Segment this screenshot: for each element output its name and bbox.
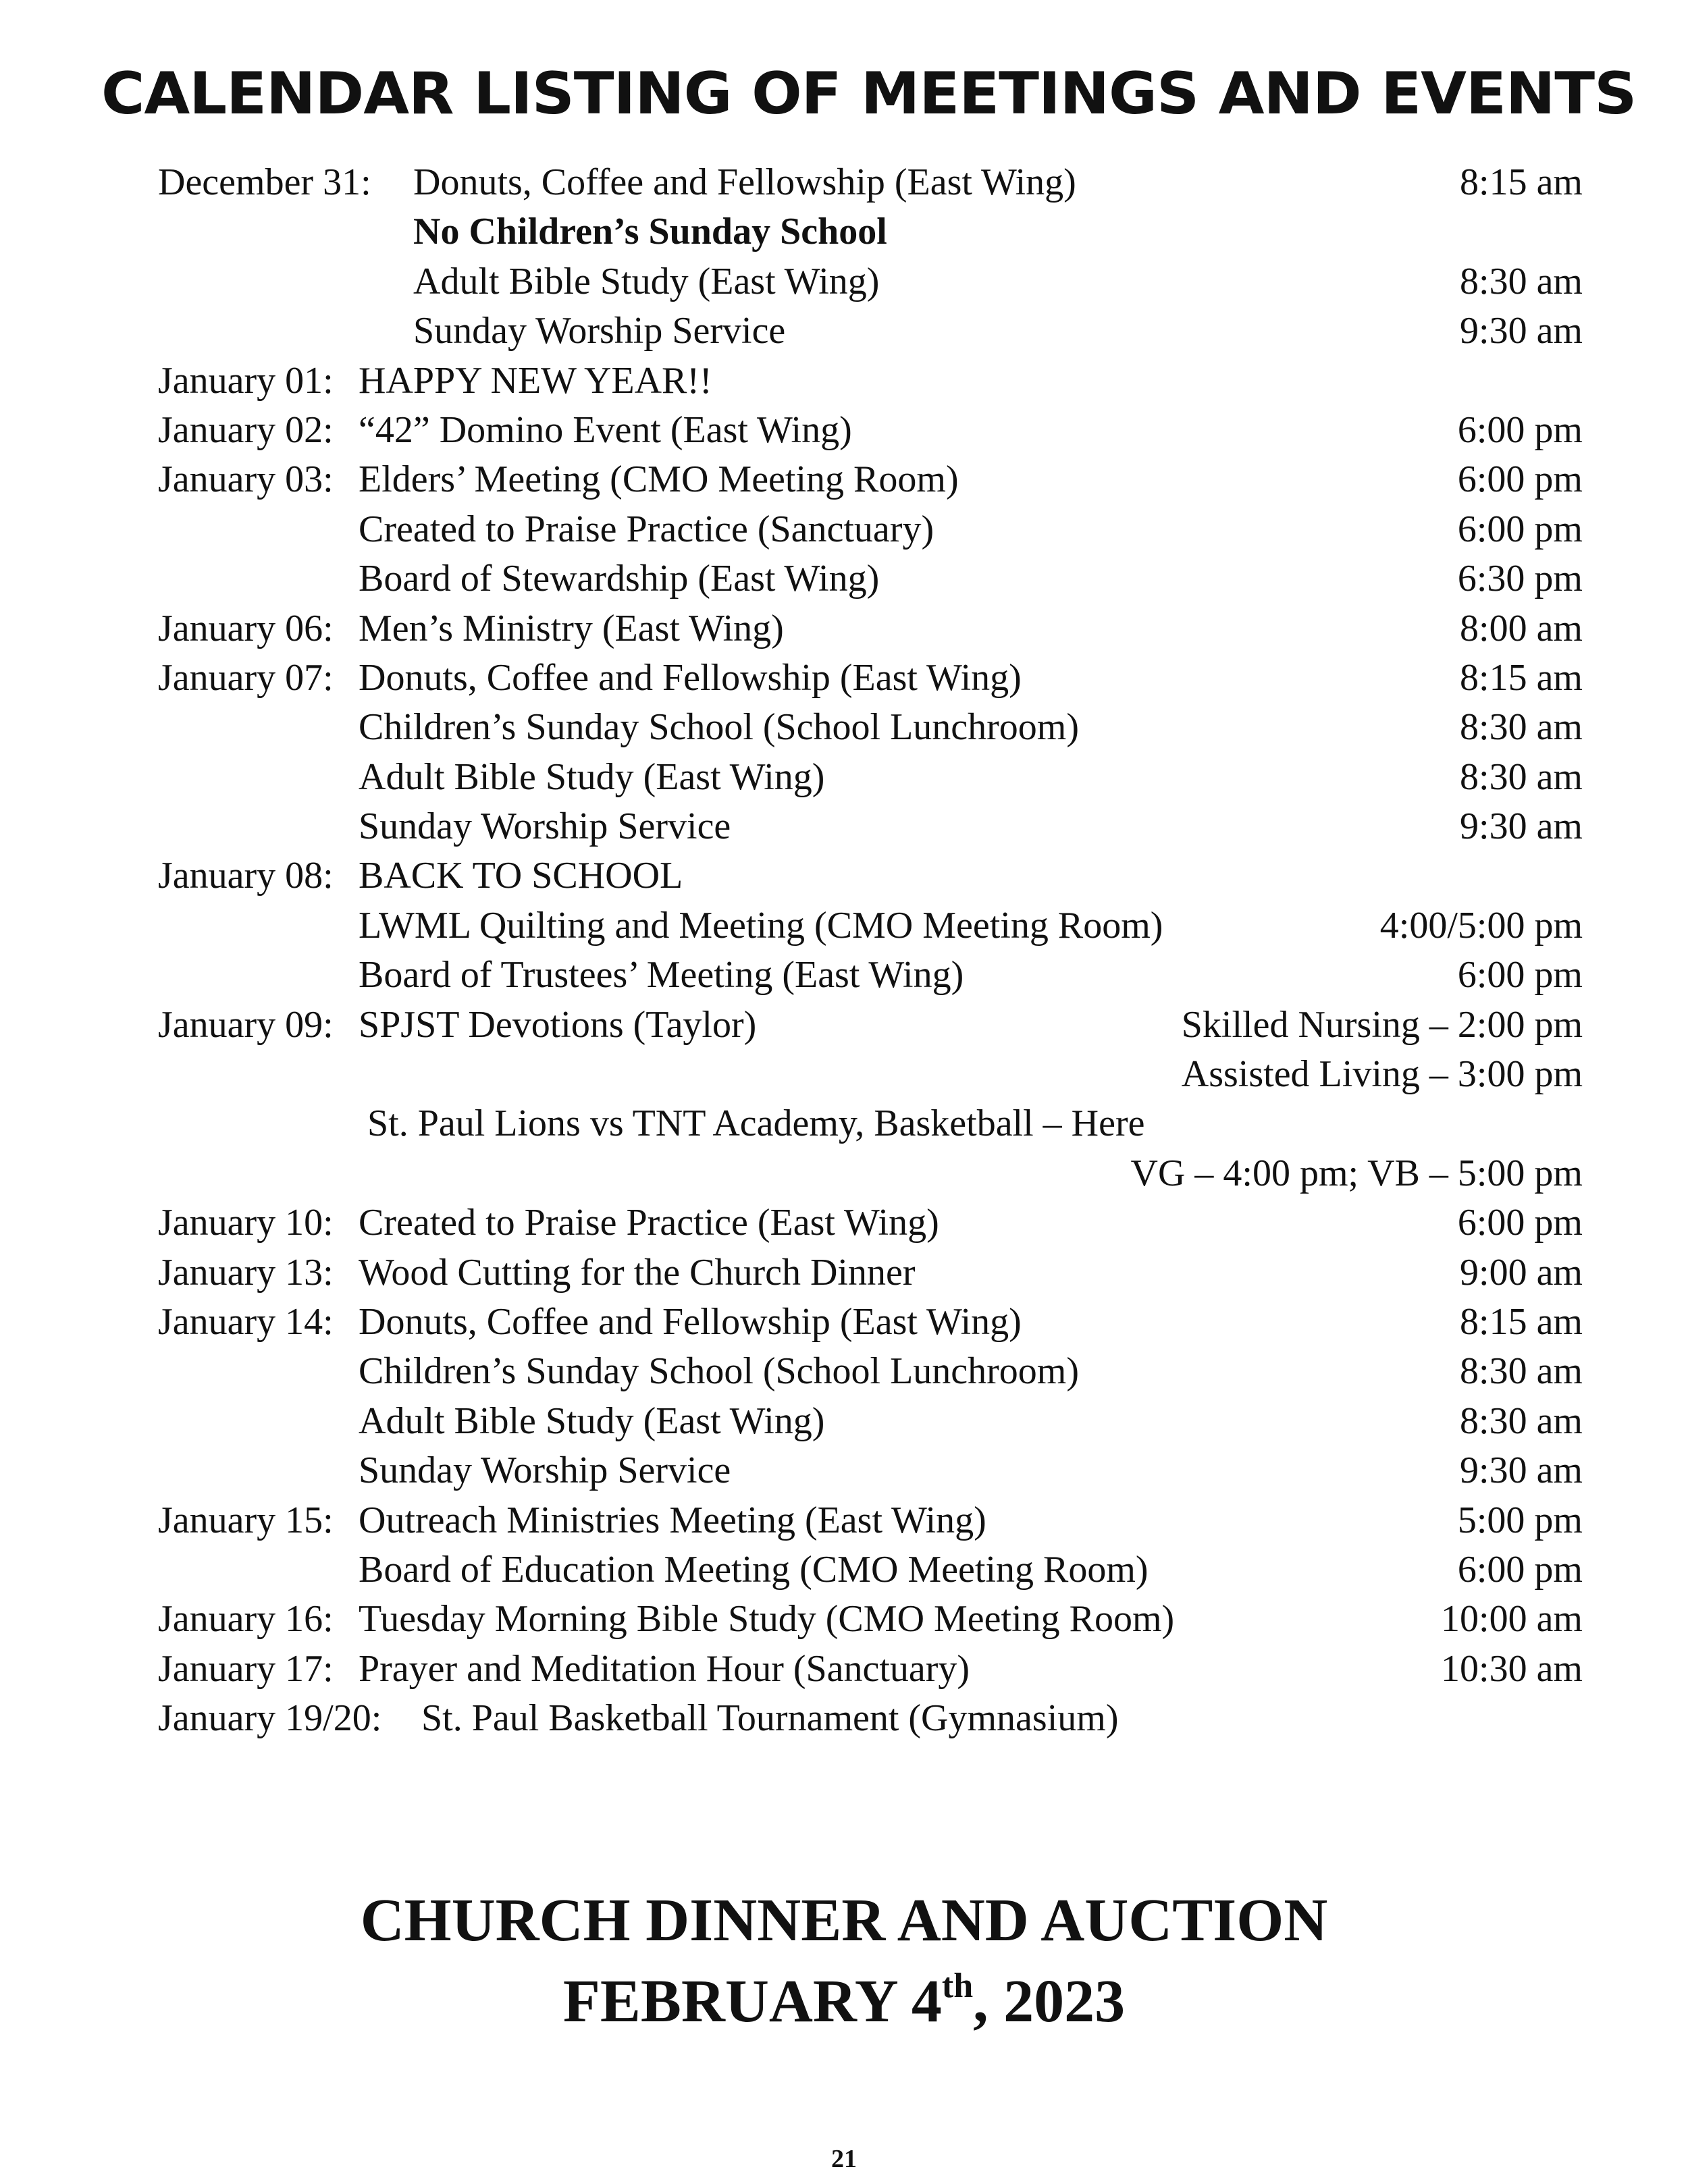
calendar-row bbox=[158, 505, 1583, 554]
calendar-row bbox=[158, 951, 1583, 1000]
dinner-date-suffix: , 2023 bbox=[973, 1968, 1126, 2035]
calendar-row bbox=[158, 753, 1583, 802]
event-name: Children’s Sunday School (School Lunchroom) bbox=[359, 1350, 1080, 1393]
event-name: Donuts, Coffee and Fellowship (East Wing) bbox=[359, 656, 1022, 699]
event-time: Assisted Living – 3:00 pm bbox=[1181, 1053, 1583, 1096]
calendar-row bbox=[158, 406, 1583, 455]
dinner-date-prefix: FEBRUARY 4 bbox=[562, 1968, 942, 2035]
calendar-row bbox=[158, 207, 1583, 257]
calendar-row bbox=[158, 1595, 1583, 1644]
event-name: Adult Bible Study (East Wing) bbox=[413, 260, 880, 302]
event-name: Outreach Ministries Meeting (East Wing) bbox=[359, 1499, 986, 1541]
event-name: LWML Quilting and Meeting (CMO Meeting Room) bbox=[359, 904, 1163, 947]
calendar-row bbox=[158, 1050, 1583, 1099]
event-date: January 07: bbox=[158, 656, 334, 699]
event-time: 6:00 pm bbox=[1457, 408, 1583, 451]
event-date: January 15: bbox=[158, 1499, 334, 1541]
calendar-row bbox=[158, 802, 1583, 851]
event-date: January 06: bbox=[158, 607, 334, 649]
event-name: Created to Praise Practice (East Wing) bbox=[359, 1202, 939, 1244]
calendar-row bbox=[158, 654, 1583, 703]
event-time: 6:00 pm bbox=[1457, 954, 1583, 996]
event-name: Board of Trustees’ Meeting (East Wing) bbox=[359, 954, 964, 996]
event-name: Board of Stewardship (East Wing) bbox=[359, 558, 880, 600]
calendar-row bbox=[158, 1694, 1583, 1743]
calendar-row bbox=[158, 901, 1583, 951]
event-name: Board of Education Meeting (CMO Meeting Room) bbox=[359, 1548, 1149, 1591]
calendar-row bbox=[158, 1001, 1583, 1050]
calendar-row bbox=[158, 554, 1583, 604]
event-name: “42” Domino Event (East Wing) bbox=[359, 408, 852, 451]
event-date: January 08: bbox=[158, 855, 334, 897]
event-time: 8:30 am bbox=[1460, 1350, 1583, 1393]
event-name: Children’s Sunday School (School Lunchroom) bbox=[359, 706, 1080, 749]
event-time: 8:30 am bbox=[1460, 755, 1583, 798]
event-time: 8:30 am bbox=[1460, 1400, 1583, 1442]
event-name: BACK TO SCHOOL bbox=[359, 855, 683, 897]
calendar-row bbox=[158, 1298, 1583, 1347]
calendar-row bbox=[158, 1496, 1583, 1545]
event-time: Skilled Nursing – 2:00 pm bbox=[1181, 1003, 1583, 1046]
calendar-row bbox=[158, 1099, 1583, 1148]
calendar-row bbox=[158, 1149, 1583, 1198]
event-date: January 19/20: bbox=[158, 1697, 382, 1740]
event-time: 5:00 pm bbox=[1457, 1499, 1583, 1541]
calendar-row bbox=[158, 1198, 1583, 1248]
dinner-date-ordinal: th bbox=[941, 1967, 974, 2005]
event-time: 6:00 pm bbox=[1457, 1548, 1583, 1591]
event-name: St. Paul Lions vs TNT Academy, Basketball – Here bbox=[367, 1102, 1145, 1145]
event-date: January 02: bbox=[158, 408, 334, 451]
event-date: January 10: bbox=[158, 1202, 334, 1244]
page-title: CALENDAR LISTING OF MEETINGS AND EVENTS bbox=[101, 60, 1637, 128]
event-time: 8:30 am bbox=[1460, 260, 1583, 302]
event-time: 9:30 am bbox=[1460, 1449, 1583, 1492]
dinner-date bbox=[0, 1967, 1688, 2035]
event-name: Tuesday Morning Bible Study (CMO Meeting Room) bbox=[359, 1598, 1175, 1641]
event-date: January 09: bbox=[158, 1003, 334, 1046]
event-name: Prayer and Meditation Hour (Sanctuary) bbox=[359, 1647, 970, 1690]
event-name: Adult Bible Study (East Wing) bbox=[359, 755, 825, 798]
event-date: January 14: bbox=[158, 1300, 334, 1343]
event-name: Created to Praise Practice (Sanctuary) bbox=[359, 508, 934, 550]
event-time: 8:15 am bbox=[1460, 1300, 1583, 1343]
event-time: 4:00/5:00 pm bbox=[1379, 904, 1583, 947]
event-name: Adult Bible Study (East Wing) bbox=[359, 1400, 825, 1442]
event-time: 6:00 pm bbox=[1457, 508, 1583, 550]
event-time: 8:15 am bbox=[1460, 161, 1583, 203]
event-time: 9:00 am bbox=[1460, 1251, 1583, 1294]
event-time: VG – 4:00 pm; VB – 5:00 pm bbox=[1130, 1152, 1583, 1194]
calendar-row bbox=[158, 158, 1583, 207]
event-time: 9:30 am bbox=[1460, 310, 1583, 352]
event-name: Elders’ Meeting (CMO Meeting Room) bbox=[359, 458, 959, 501]
calendar-row bbox=[158, 356, 1583, 406]
event-name: Donuts, Coffee and Fellowship (East Wing) bbox=[359, 1300, 1022, 1343]
calendar-row bbox=[158, 1545, 1583, 1595]
calendar-row bbox=[158, 307, 1583, 356]
calendar-row bbox=[158, 1397, 1583, 1446]
calendar-row bbox=[158, 604, 1583, 654]
event-name: Sunday Worship Service bbox=[359, 1449, 731, 1492]
event-time: 8:15 am bbox=[1460, 656, 1583, 699]
event-time: 8:30 am bbox=[1460, 706, 1583, 749]
calendar-listing bbox=[158, 158, 1583, 1744]
calendar-row bbox=[158, 1248, 1583, 1298]
event-date: January 13: bbox=[158, 1251, 334, 1294]
calendar-row bbox=[158, 851, 1583, 901]
event-name: Donuts, Coffee and Fellowship (East Wing) bbox=[413, 161, 1076, 203]
calendar-row bbox=[158, 257, 1583, 307]
event-name: HAPPY NEW YEAR!! bbox=[359, 359, 712, 402]
event-date: January 03: bbox=[158, 458, 334, 501]
event-name: Men’s Ministry (East Wing) bbox=[359, 607, 784, 649]
event-date: January 01: bbox=[158, 359, 334, 402]
event-date: December 31: bbox=[158, 161, 371, 203]
page-number: 21 bbox=[831, 2145, 857, 2173]
event-time: 6:00 pm bbox=[1457, 458, 1583, 501]
event-time: 10:30 am bbox=[1441, 1647, 1583, 1690]
event-date: January 17: bbox=[158, 1647, 334, 1690]
event-name: Sunday Worship Service bbox=[359, 805, 731, 848]
event-name: SPJST Devotions (Taylor) bbox=[359, 1003, 757, 1046]
calendar-row bbox=[158, 455, 1583, 504]
dinner-heading: CHURCH DINNER AND AUCTION bbox=[360, 1887, 1328, 1954]
event-name: Sunday Worship Service bbox=[413, 310, 786, 352]
event-name: Wood Cutting for the Church Dinner bbox=[359, 1251, 916, 1294]
calendar-row bbox=[158, 1347, 1583, 1396]
event-name: St. Paul Basketball Tournament (Gymnasium) bbox=[421, 1697, 1119, 1740]
calendar-row bbox=[158, 1645, 1583, 1694]
event-time: 8:00 am bbox=[1460, 607, 1583, 649]
event-time: 9:30 am bbox=[1460, 805, 1583, 848]
event-time: 6:00 pm bbox=[1457, 1202, 1583, 1244]
event-date: January 16: bbox=[158, 1598, 334, 1641]
calendar-row bbox=[158, 703, 1583, 752]
event-name: No Children’s Sunday School bbox=[413, 211, 887, 253]
event-time: 6:30 pm bbox=[1457, 558, 1583, 600]
event-time: 10:00 am bbox=[1441, 1598, 1583, 1641]
calendar-row bbox=[158, 1446, 1583, 1495]
